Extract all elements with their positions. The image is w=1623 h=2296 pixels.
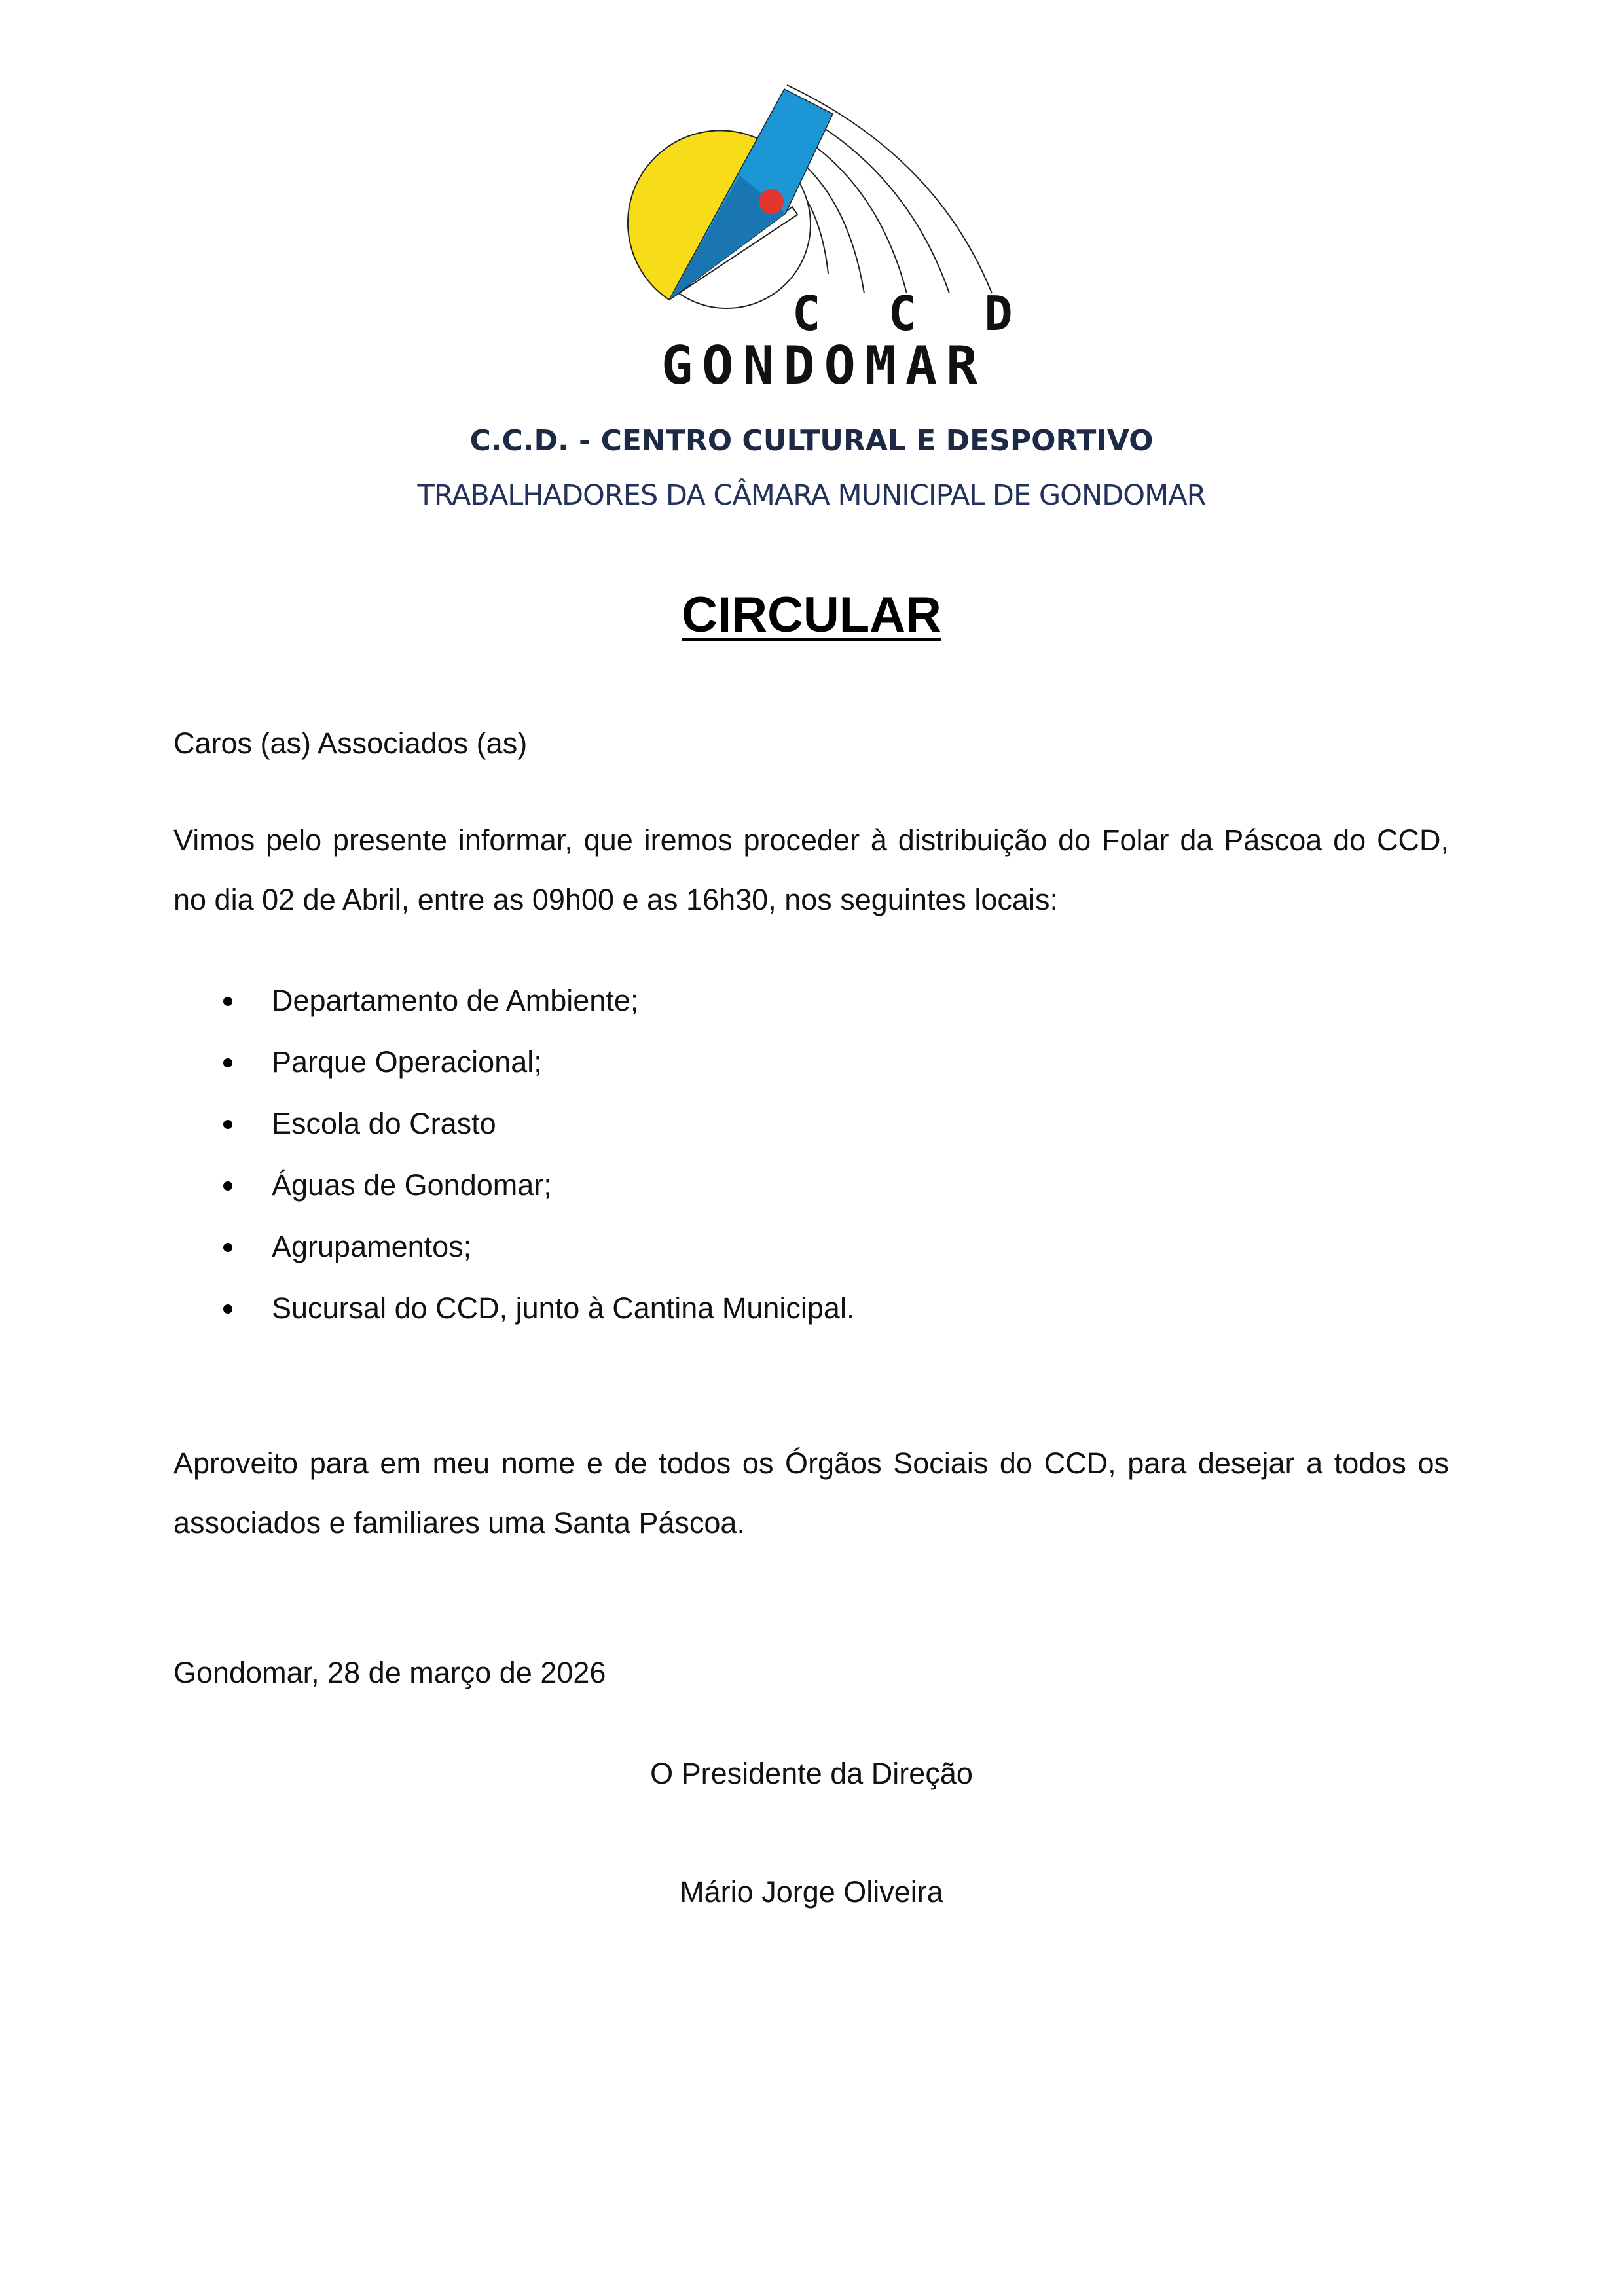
bullet-icon [223, 1181, 232, 1191]
list-item [173, 970, 1417, 1031]
signature-name: Mário Jorge Oliveira [680, 1875, 943, 1909]
locations-list [173, 970, 1417, 1339]
location-text: Departamento de Ambiente; [272, 984, 639, 1017]
list-item [173, 1031, 1417, 1093]
list-item [173, 1278, 1417, 1339]
organization-subtitle: TRABALHADORES DA CÂMARA MUNICIPAL DE GONDOMAR [417, 479, 1206, 512]
list-item [173, 1093, 1417, 1155]
paragraph-announcement: Vimos pelo presente informar, que iremos proceder à distribuição do Folar da Páscoa do CCD, no dia 02 de Abril, entre as 09h00 e as 16h30, nos seguintes locais: [173, 823, 1449, 916]
logo-graphic [629, 77, 1032, 396]
location-text: Águas de Gondomar; [272, 1168, 552, 1202]
logo-letters-ccd: C C D [792, 286, 1032, 341]
list-item [173, 1216, 1417, 1278]
signature-role: O Presidente da Direção [650, 1757, 973, 1790]
date-line: Gondomar, 28 de março de 2026 [173, 1656, 606, 1689]
bullet-icon [223, 997, 232, 1006]
bullet-icon [223, 1058, 232, 1067]
logo-red-dot [759, 189, 784, 214]
bullet-icon [223, 1304, 232, 1314]
location-text: Sucursal do CCD, junto à Cantina Municipal. [272, 1291, 855, 1325]
bullet-icon [223, 1120, 232, 1129]
greeting: Caros (as) Associados (as) [173, 726, 528, 760]
list-item [173, 1155, 1417, 1216]
logo-letters-gondomar: GONDOMAR [661, 335, 987, 396]
location-text: Escola do Crasto [272, 1107, 496, 1140]
bullet-icon [223, 1243, 232, 1252]
ccd-gondomar-logo [629, 77, 1032, 396]
document-title: CIRCULAR [682, 587, 941, 643]
paragraph-wishes: Aproveito para em meu nome e de todos os Órgãos Sociais do CCD, para desejar a todos os associados e familiares uma Santa Páscoa. [173, 1446, 1449, 1539]
location-text: Agrupamentos; [272, 1230, 472, 1263]
location-text: Parque Operacional; [272, 1045, 542, 1079]
organization-name: C.C.D. - CENTRO CULTURAL E DESPORTIVO [469, 424, 1154, 457]
